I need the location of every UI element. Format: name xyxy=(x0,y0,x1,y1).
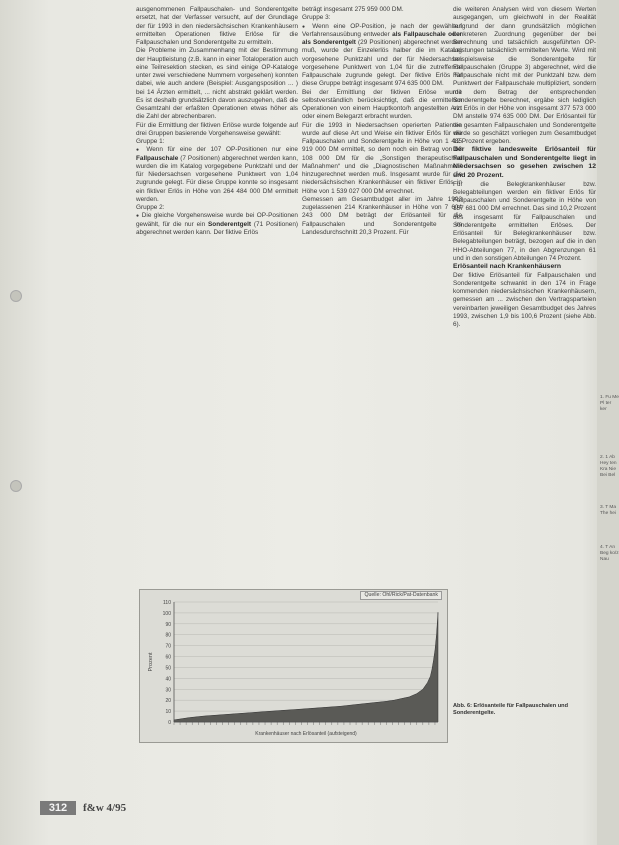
paragraph: die weiteren Analysen wird von diesem Werten ausgegangen, um gleichwohl in der Realität aufgrund der dann grundsätzlich möglichen konkreteren Zuordnung gegenüber der bei Berechnung und tatsächlich ausgeführten OP-Leistungen tatsächlich ermittelten Werte. Wird mit beispielsweise die Sonderentgelte für Fallpauschalen (Gruppe 3) abgerechnet, wird die Fallpauschale nicht mit der Punktzahl bzw. dem Punktwert der Fallpauschale multipliziert, sondern mit dem Betrag der entsprechenden Sonderentgelte berechnet, ergäbe sich lediglich ein Erlös in der Höhe von insgesamt 377 573 000 DM anstelle 974 635 000 DM. Der Erlösanteil für die gesamten Fallpauschalen und Sonderentgelte würde so geschätzt vorliegen zum Gesamtbudget 12 Prozent ergeben. xyxy=(453,6,596,145)
paragraph: Der fiktive Erlösanteil für Fallpauschalen und Sonderentgelte schwankt in den 174 in Frage kommenden niedersächsischen Krankenhäusern, gemessen am ... zwischen den Vertragsparteien vereinbarten jeweiligen Gesamtbudget des Jahres 1993, zwischen 1,9 bis 100,6 Prozent (siehe Abb. 6). xyxy=(453,271,596,329)
bullet-text: Die gleiche Vorgehensweise wurde bei OP-Positionen gewählt, für die nur ein xyxy=(136,212,298,228)
paragraph: Bei der Ermittlung der fiktiven Erlöse wurde selbstverständlich berücksichtigt, daß die ermittelten Operationen von einem Hauptkonto/h angestellten Arzt oder einem Belegarzt erbracht wurden. xyxy=(302,88,462,121)
erloesanteil-area xyxy=(174,612,438,722)
figure-caption: Abb. 6: Erlösanteile für Fallpauschalen und Sonderentgelte. xyxy=(453,703,569,716)
punch-hole xyxy=(10,290,22,302)
section-heading: Der fiktive landesweite Erlösanteil für Fallpauschalen und Sonderentgelte liegt in Niedersachsen so gesehen zwischen 12 und 20 Prozent. xyxy=(453,146,596,180)
bullet-text: Wenn eine OP-Position, je nach der gewählten Verfahrensausübung entweder xyxy=(302,22,462,38)
paragraph: Für die 1993 in Niedersachsen operierten Patienten wurde auf diese Art und Weise ein fiktiver Erlös für die Fallpauschalen und Sonderentgelte in Höhe von 1 485 919 000 DM ermittelt, so dem noch ein Betrag von 63 108 000 DM für die „Sonstigen therapeutischen Maßnahmen“ und die „Diagnostischen Maßnahmen“ hinzugerechnet werden muß. Insgesamt wurde für die niedersächsischen Krankenhäuser ein fiktiver Erlös in Höhe von 1 539 027 000 DM errechnet. xyxy=(302,121,462,195)
bold-term: als Fallpauschale oder als Sonderentgelt xyxy=(302,30,462,46)
y-tick-label: 60 xyxy=(165,654,171,661)
paragraph: Für die Belegkrankenhäuser bzw. Belegabteilungen werden ein fiktiver Erlös für Fallpauschalen und Sonderentgelte in Höhe von 157 681 000 DM errechnet. Das sind 10,2 Prozent des insgesamt für Fallpauschalen und Sonderentgelte ermittelten Erlöses. Der Erlösanteil für Belegkrankenhäuser bzw. Belegabteilungen beträgt, bezogen auf die in den HHO-Abteilungen 77, in den Abgrenzungen 61 und in den sonstigen Abteilungen 74 Prozent. xyxy=(453,180,596,262)
y-tick-label: 70 xyxy=(165,643,171,650)
paragraph: ausgenommenen Fallpauschalen- und Sonderentgelte ersetzt, hat der Verfasser versucht, auf der Grundlage der für 1993 in den niedersächsischen Krankenhäusern ermittelten Operationen fiktive Erlöse für die Fallpauschalen und Sonderentgelte zu ermitteln. xyxy=(136,6,298,46)
paragraph: Gruppe 2: xyxy=(136,204,165,211)
bullet-text: Wenn für eine der 107 OP-Positionen nur eine xyxy=(146,146,298,154)
text-column-1 xyxy=(136,6,298,534)
y-tick-label: 20 xyxy=(165,698,171,705)
paragraph: Für die Ermittlung der fiktiven Erlöse wurde folgende auf drei Gruppen basierende Vorgehensweise gewählt: xyxy=(136,121,298,137)
section-heading: Erlösanteil nach Krankenhäusern xyxy=(453,263,562,271)
paragraph: Gruppe 1: xyxy=(136,138,165,145)
bold-term: Fallpauschale xyxy=(136,154,179,162)
chart-legend: Quelle: Ohl/Rick/Pat-Datenbank xyxy=(360,591,442,600)
area-chart xyxy=(140,590,447,742)
adjacent-page-edge xyxy=(597,0,619,845)
bullet-text: (7 Positionen) abgerechnet werden kann, wurden die im Katalog vorgegebene Punktzahl und der für Niedersachsen vorgesehene Punktwert von 1,04 zugrunde gelegt. Für diese Gruppe konnte so insgesamt ein fiktiver Erlös in Höhe von 264 484 000 DM ermittelt werden. xyxy=(136,154,298,203)
y-tick-label: 80 xyxy=(165,632,171,639)
paragraph: Gruppe 3: xyxy=(302,14,331,22)
bullet-paragraph xyxy=(136,212,298,237)
text-column-3 xyxy=(453,6,596,696)
y-tick-label: 40 xyxy=(165,676,171,683)
y-tick-label: 0 xyxy=(168,720,171,726)
edge-text: 2. 1 Ab Hey ten Kra Nie Bei Bel xyxy=(600,455,617,478)
y-tick-label: 90 xyxy=(165,621,171,628)
y-tick-label: 30 xyxy=(165,687,171,694)
y-tick-label: 110 xyxy=(163,600,171,606)
bullet-paragraph xyxy=(136,146,298,204)
page-number: 312 xyxy=(40,801,76,815)
punch-hole xyxy=(10,480,22,492)
edge-text: 4. T An Beg ko/z Nau xyxy=(600,545,619,562)
figure-chart xyxy=(139,589,448,743)
paragraph: Die Probleme im Zusammenhang mit der Bestimmung der Hauptleistung (z.B. kann in einer Totaloperation auch eine Teilresektion stecken, es sind einige OP-Kataloge unter zwei verschiedene Nummern vorgesehen) konnten dabei, wie auch andere (Beispiel: Ausgangsposition ... ) bei 14 Ärzten ermittelt, ... nicht abstrakt geklärt werden. Es ist deshalb grundsätzlich davon auszugehen, daß die Gesamtzahl der erfaßten Operationen etwas höher als die Zahl der abrechenbaren. xyxy=(136,47,298,121)
journal-issue: f&w 4/95 xyxy=(83,802,127,814)
x-axis-label: Krankenhäuser nach Erlösanteil (aufsteigend) xyxy=(255,731,357,737)
bullet-text: (29 Positionen) abgerechnet werden muß, wurde der Einzelerlös halber die im Katalog vorgesehene Punktzahl und der für Niedersachsen vorgesehene Punktwert von 1,04 für die zutreffende Fallpauschale zugrunde gelegt. Der fiktive Erlös für diese Gruppe beträgt insgesamt 974 635 000 DM. xyxy=(302,39,462,88)
bullet-text: (71 Positionen) abgerechnet werden kann. Der fiktive Erlös xyxy=(136,220,298,236)
text-column-2 xyxy=(302,6,462,534)
edge-text: 3. T Ma The hei xyxy=(600,505,617,516)
y-tick-label: 50 xyxy=(165,665,171,672)
bold-term: Sonderentgelt xyxy=(208,220,251,228)
bullet-paragraph xyxy=(302,23,462,89)
y-tick-label: 100 xyxy=(162,610,171,617)
edge-text: 1. Fu Me Pl ter ker xyxy=(600,395,619,412)
y-tick-label: 10 xyxy=(165,709,171,716)
y-axis-label: Prozent xyxy=(148,652,154,672)
paragraph: beträgt insgesamt 275 959 000 DM. xyxy=(302,6,404,13)
paragraph: Gemessen am Gesamtbudget aller im Jahre 1993 zugelassenen 214 Krankenhäuser in Höhe von 7 604 243 000 DM beträgt der Erlösanteil für die Fallpauschalen und Sonderentgelte im Landesdurchschnitt 20,3 Prozent. Für xyxy=(302,195,462,236)
